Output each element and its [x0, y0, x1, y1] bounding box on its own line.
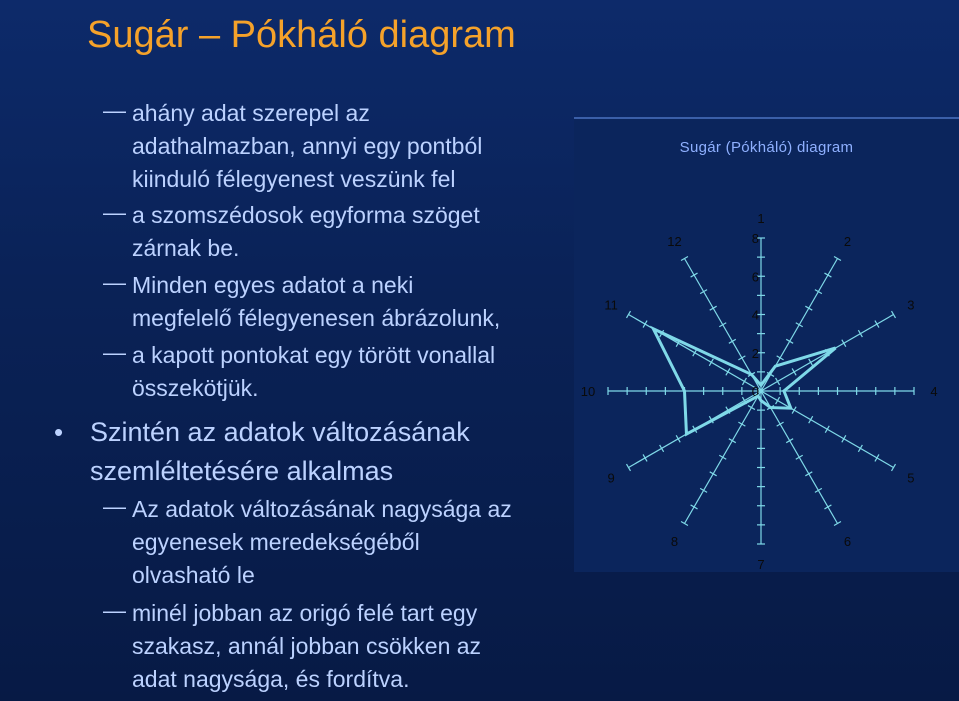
radar-tick: [726, 368, 730, 375]
radar-tick: [710, 306, 717, 310]
radar-tick: [792, 407, 796, 414]
bullet-item: [90, 413, 470, 491]
bullet-dash: —: [103, 597, 126, 623]
radar-tick: [776, 378, 780, 385]
bullet-line: a kapott pontokat egy törött vonallal: [132, 342, 496, 368]
radar-tick: [824, 505, 831, 509]
category-label-3: 3: [907, 297, 915, 313]
radar-tick: [815, 290, 822, 294]
radar-tick: [709, 359, 713, 366]
radial-tick-label: 0: [751, 384, 759, 399]
bullet-item: [132, 199, 480, 265]
bullet-line: olvasható le: [132, 562, 255, 588]
bullet-dash: —: [103, 339, 126, 365]
slide-title: Sugár – Pókháló diagram: [87, 14, 516, 56]
bullet-dash: —: [103, 493, 126, 519]
bullet-line: zárnak be.: [132, 235, 240, 261]
radial-tick-label: 8: [751, 231, 759, 246]
radar-tick: [796, 455, 803, 459]
radar-tick: [858, 445, 862, 452]
radar-tick: [842, 340, 846, 347]
radar-tick: [777, 422, 784, 426]
bullet-item: [132, 597, 481, 696]
radar-tick: [842, 435, 846, 442]
radar-tick: [892, 311, 896, 318]
bullet-line: Az adatok változásának nagysága az: [132, 496, 512, 522]
radar-tick: [700, 488, 707, 492]
radar-tick: [824, 273, 831, 277]
radar-tick: [738, 422, 745, 426]
bullet-item: [132, 97, 482, 196]
radar-tick: [710, 472, 717, 476]
bullet-item: [132, 339, 495, 405]
radar-tick: [729, 439, 736, 443]
category-label-5: 5: [907, 470, 915, 486]
category-label-6: 6: [843, 533, 852, 549]
radar-tick: [792, 368, 796, 375]
category-label-12: 12: [667, 234, 682, 250]
radar-tick: [681, 256, 688, 260]
radar-tick: [875, 321, 879, 328]
category-label-8: 8: [670, 533, 679, 549]
radar-tick: [834, 256, 841, 260]
radar-tick: [626, 311, 630, 318]
bullet-line: szakasz, annál jobban csökken az: [132, 633, 482, 659]
radar-tick: [786, 339, 793, 343]
bullet-item: [132, 493, 512, 592]
radial-tick-label: 2: [751, 345, 759, 361]
radar-tick: [729, 339, 736, 343]
bullet-dash: —: [103, 199, 126, 225]
radar-tick: [805, 306, 812, 310]
radar-tick: [742, 378, 746, 385]
radar-tick: [809, 359, 813, 366]
bullet-dot: •: [54, 417, 64, 447]
radar-tick: [719, 455, 726, 459]
radar-tick: [660, 445, 664, 452]
radar-chart: [574, 119, 959, 572]
category-label-10: 10: [580, 384, 596, 399]
bullet-line: adathalmazban, annyi egy pontból: [132, 133, 483, 159]
bullet-line: a szomszédosok egyforma szöget: [132, 202, 480, 228]
radar-tick: [892, 464, 896, 471]
bullet-line: egyenesek meredekségéből: [132, 529, 420, 555]
radar-tick: [748, 406, 755, 410]
radar-tick: [796, 323, 803, 327]
bullet-dash: —: [103, 269, 126, 295]
bullet-line: adat nagysága, és fordítva.: [132, 666, 410, 692]
bullet-line: kiinduló félegyenest veszünk fel: [132, 166, 456, 192]
radar-tick: [786, 439, 793, 443]
radar-tick: [700, 290, 707, 294]
chart-title: Sugár (Pókháló) diagram: [679, 139, 854, 156]
bullet-line: szemléltetésére alkalmas: [90, 456, 394, 486]
radar-tick: [858, 330, 862, 337]
radar-tick: [626, 464, 630, 471]
radar-tick: [691, 273, 698, 277]
radar-tick: [719, 323, 726, 327]
radar-tick: [643, 454, 647, 461]
radar-tick: [691, 505, 698, 509]
radar-tick: [643, 321, 647, 328]
radar-tick: [681, 522, 688, 526]
radar-tick: [777, 356, 784, 360]
chart-panel: [574, 117, 959, 572]
radar-tick: [676, 435, 680, 442]
category-label-1: 1: [757, 211, 765, 226]
radial-tick-label: 4: [751, 307, 759, 323]
bullet-line: minél jobban az origó felé tart egy: [132, 600, 478, 626]
category-label-9: 9: [607, 470, 615, 486]
bullet-line: megfelelő félegyenesen ábrázolunk,: [132, 305, 501, 331]
bullet-item: [132, 269, 500, 335]
radar-tick: [776, 397, 780, 404]
radar-tick: [875, 454, 879, 461]
category-label-4: 4: [930, 384, 938, 399]
category-label-2: 2: [843, 234, 852, 250]
radar-tick: [834, 522, 841, 526]
bullet-line: Minden egyes adatot a neki: [132, 272, 414, 298]
radar-tick: [805, 472, 812, 476]
bullet-line: Szintén az adatok változásának: [90, 417, 470, 447]
category-label-11: 11: [604, 297, 618, 313]
radar-tick: [738, 356, 745, 360]
bullet-line: ahány adat szerepel az: [132, 100, 370, 126]
radial-tick-label: 6: [751, 269, 759, 285]
radar-tick: [809, 416, 813, 423]
category-label-7: 7: [757, 557, 765, 572]
radar-tick: [825, 426, 829, 433]
bullet-line: összekötjük.: [132, 375, 259, 401]
radar-tick: [815, 488, 822, 492]
bullet-dash: —: [103, 97, 126, 123]
